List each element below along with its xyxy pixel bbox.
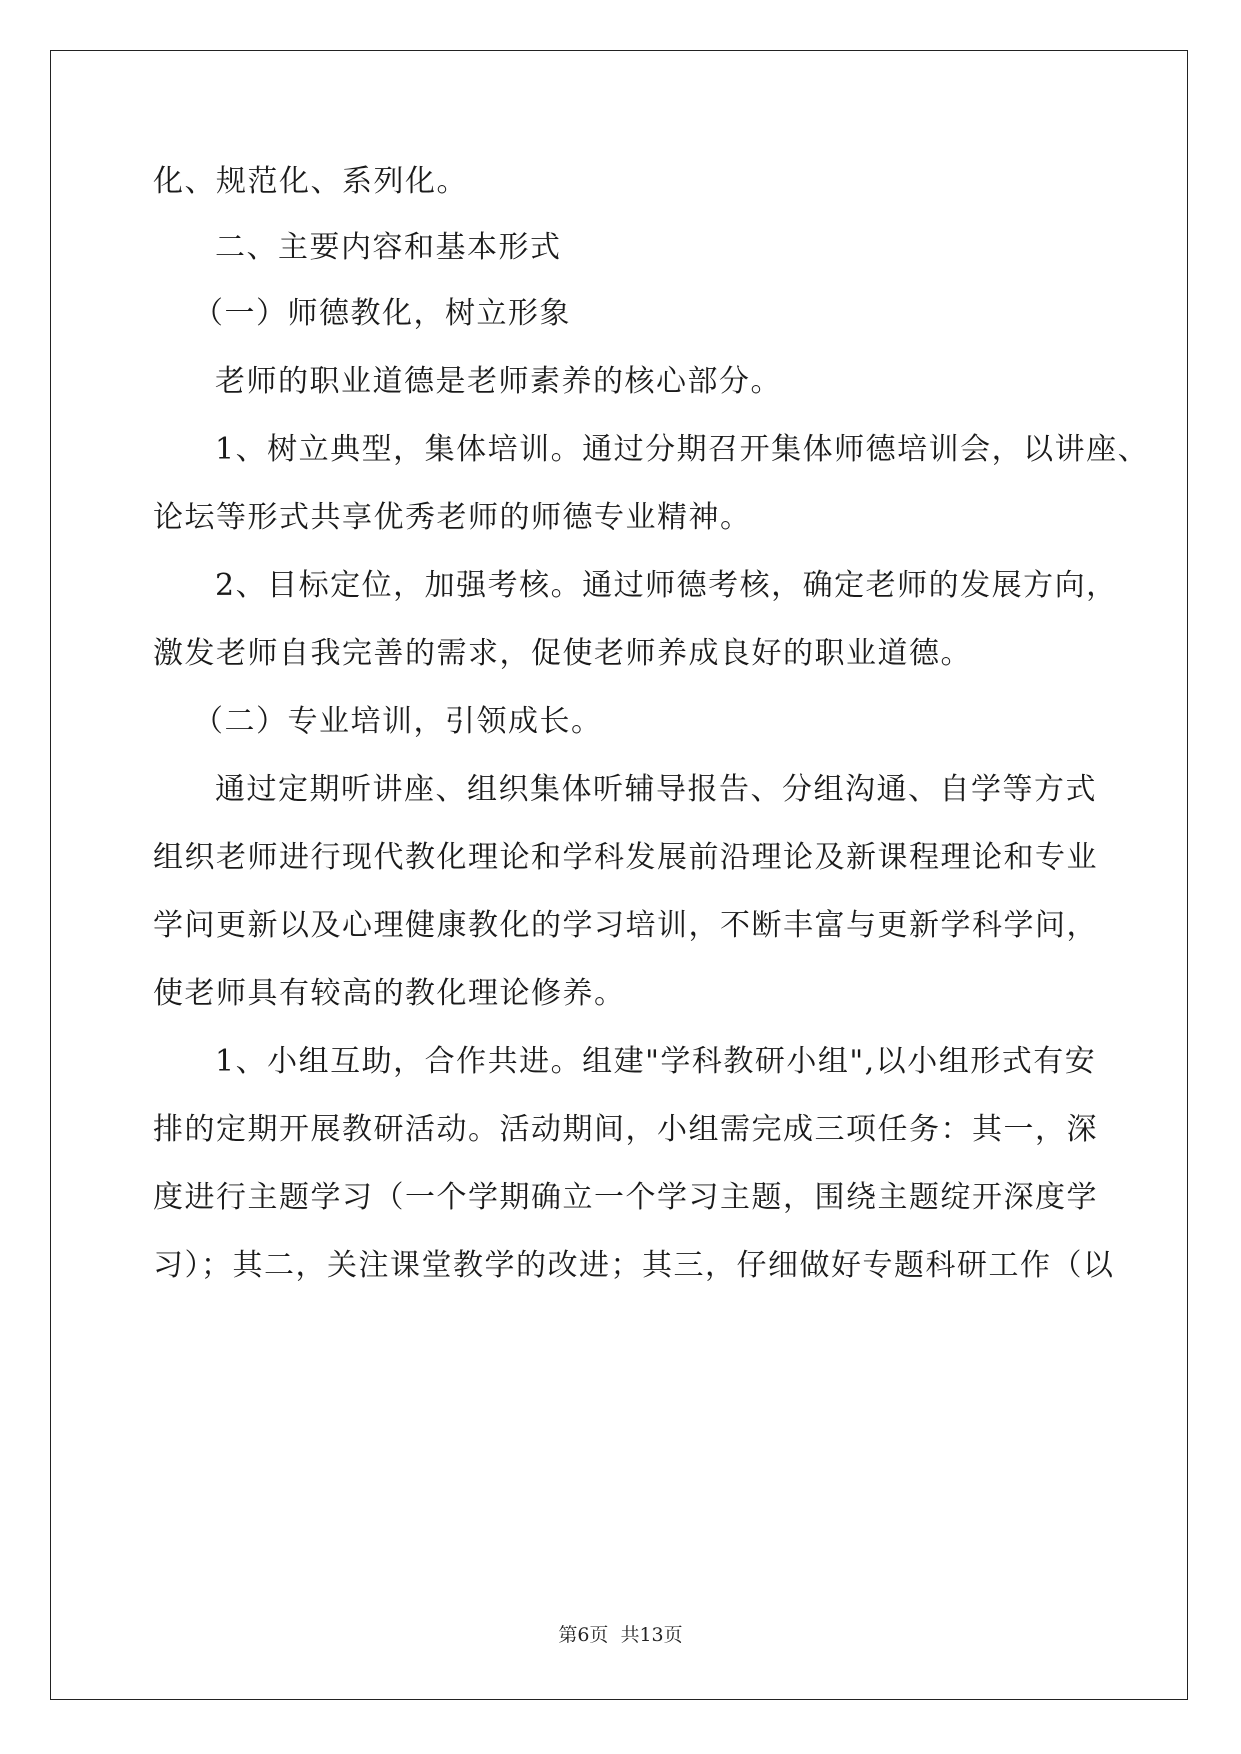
page-number: 第6页	[558, 1624, 609, 1646]
page-footer	[0, 1620, 1241, 1647]
paragraph-line: 化、规范化、系列化。	[153, 164, 468, 199]
paragraph-line: 学问更新以及心理健康教化的学习培训，不断丰富与更新学科学问，	[153, 908, 1098, 943]
subsection-heading: （二）专业培训，引领成长。	[193, 704, 603, 739]
subsection-heading: （一）师德教化，树立形象	[193, 296, 571, 331]
paragraph-line: 2、目标定位，加强考核。通过师德考核，确定老师的发展方向，	[215, 568, 1118, 603]
paragraph-line: 习）；其二，关注课堂教学的改进；其三，仔细做好专题科研工作（以	[153, 1248, 1115, 1283]
paragraph-line: 使老师具有较高的教化理论修养。	[153, 976, 626, 1011]
paragraph-line: 老师的职业道德是老师素养的核心部分。	[215, 364, 782, 399]
paragraph-line: 通过定期听讲座、组织集体听辅导报告、分组沟通、自学等方式	[215, 772, 1097, 807]
paragraph-line: 排的定期开展教研活动。活动期间，小组需完成三项任务：其一，深	[153, 1112, 1098, 1147]
section-heading: 二、主要内容和基本形式	[215, 230, 562, 265]
page-total: 共13页	[620, 1624, 683, 1646]
paragraph-line: 1、小组互助，合作共进。组建"学科教研小组",以小组形式有安	[215, 1044, 1097, 1079]
paragraph-line: 1、树立典型，集体培训。通过分期召开集体师德培训会，以讲座、	[215, 432, 1150, 467]
paragraph-line: 组织老师进行现代教化理论和学科发展前沿理论及新课程理论和专业	[153, 840, 1098, 875]
paragraph-line: 激发老师自我完善的需求，促使老师养成良好的职业道德。	[153, 636, 972, 671]
paragraph-line: 度进行主题学习（一个学期确立一个学习主题，围绕主题绽开深度学	[153, 1180, 1098, 1215]
paragraph-line: 论坛等形式共享优秀老师的师德专业精神。	[153, 500, 752, 535]
